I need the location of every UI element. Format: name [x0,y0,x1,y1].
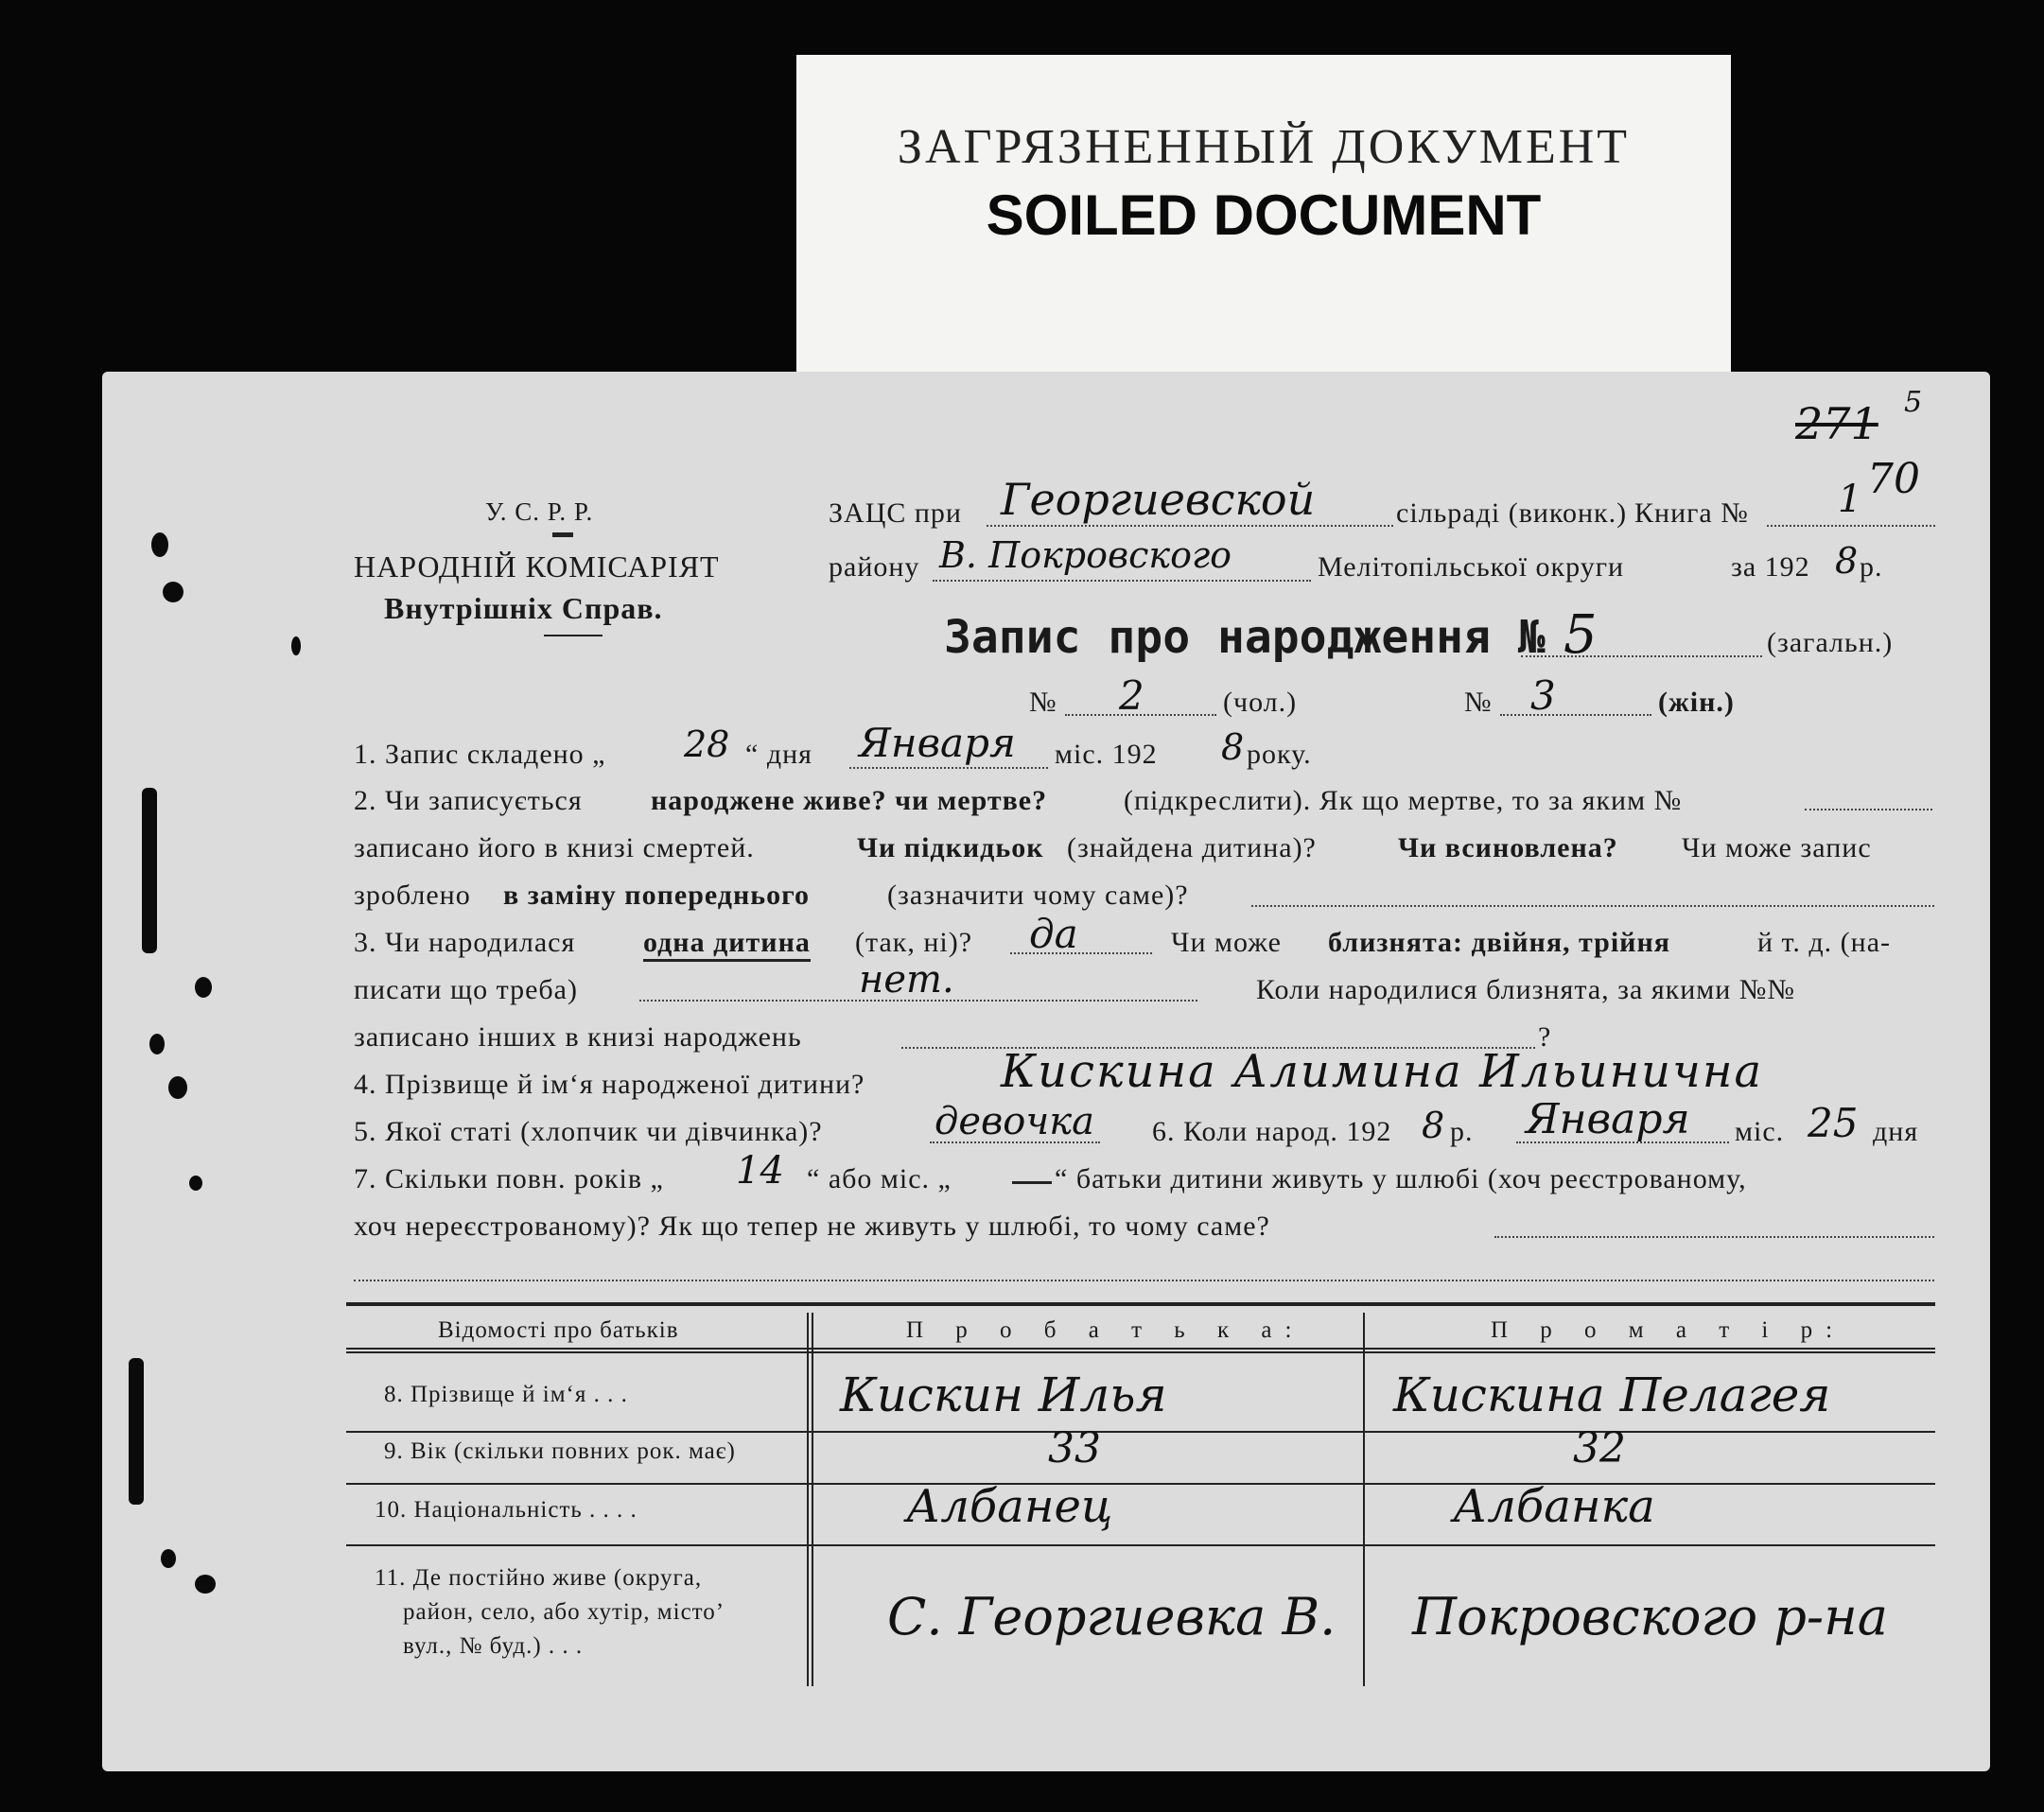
field-3-etc: й т. д. (на- [1757,927,1892,958]
table-head-father: П р о б а т ь к а: [906,1317,1305,1343]
field-3-one-child: одна дитина [643,927,811,962]
field-3-yes-no: (так, ні)? [855,927,973,958]
field-6-month-label: міс. [1735,1116,1785,1147]
twins-handwritten: нет. [859,958,954,1002]
row-9-label: 9. Вік (скільки повних рок. має) [384,1438,736,1464]
district-suffix: Мелітопільської округи [1318,551,1625,583]
field-7-married: “ батьки дитини живуть у шлюбі (хоч реєстрованому, [1055,1163,1747,1194]
punch-hole [149,1034,165,1054]
single-child-handwritten: да [1029,911,1078,957]
label-russian: ЗАГРЯЗНЕННЫЙ ДОКУМЕНТ [897,120,1631,174]
corner-number-5: 5 [1904,386,1923,419]
punch-hole [291,636,301,655]
divider [544,635,603,636]
male-count-handwritten: 2 [1119,672,1144,719]
table-rule [346,1483,1935,1485]
female-label: (жін.) [1658,687,1735,718]
mother-age-handwritten: 32 [1573,1424,1626,1472]
binding-slot [129,1358,144,1505]
row-11-label-1: 11. Де постійно живе (округа, [375,1565,703,1591]
record-month-handwritten: Января [859,720,1016,766]
table-head-info: Відомості про батьків [438,1317,679,1343]
mother-residence-handwritten: Покровского р-на [1412,1587,1888,1646]
record-year-handwritten: 8 [1221,726,1245,768]
field-2-line2: записано його в книзі смертей. [354,832,755,863]
zags-suffix: сільраді (виконк.) [1396,497,1628,529]
punch-hole [163,582,183,602]
fill-line [639,1000,1197,1002]
field-7-label: 7. Скільки повн. років „ [354,1163,664,1194]
punch-hole [161,1549,176,1568]
child-sex-handwritten: девочка [935,1100,1095,1143]
field-3-label: 3. Чи народилася [354,927,576,958]
ministry-label: Внутрішніх Справ. [384,591,663,625]
field-2-alive-dead: народжене живе? чи мертве? [651,785,1048,816]
table-rule [346,1348,1935,1350]
birth-month-handwritten: Января [1526,1095,1690,1143]
punch-hole [189,1176,202,1191]
fill-line [1494,1236,1934,1238]
field-7-line2: хоч нереєстрованому)? Як що тепер не живуть у шлюбі, то чому саме? [354,1211,1270,1242]
table-col-rule [1363,1313,1365,1686]
fill-line [1065,714,1216,716]
field-7-months-label: “ або міс. „ [807,1163,952,1194]
table-col-rule [807,1313,809,1686]
birth-year-handwritten: 8 [1422,1105,1445,1146]
mother-name-handwritten: Кискина Пелагея [1393,1368,1831,1422]
record-number-handwritten: 5 [1564,604,1598,666]
corner-number-70: 70 [1867,455,1920,503]
table-rule [346,1431,1935,1433]
row-8-label: 8. Прізвище й ім‘я . . . [384,1382,628,1407]
fill-line [933,580,1311,582]
father-name-handwritten: Кискин Илья [840,1368,1167,1422]
field-3-question-mark: ? [1538,1021,1552,1053]
row-10-label: 10. Національність . . . . [375,1497,638,1523]
field-4-label: 4. Прізвище й ім‘я народженої дитини? [354,1069,865,1100]
row-11-label-3: вул., № буд.) . . . [403,1633,584,1659]
table-head-mother: П р о м а т і р: [1491,1317,1846,1343]
field-2-found-child: (знайдена дитина)? [1067,832,1317,863]
table-top-rule [346,1302,1935,1306]
label-english: SOILED DOCUMENT [986,183,1542,247]
fill-line [930,1141,1100,1143]
general-label: (загальн.) [1767,627,1894,658]
commissariat-label: НАРОДНІЙ КОМІСАРІЯТ [354,549,720,584]
fill-line [1767,525,1935,527]
field-2-reason: (зазначити чому саме)? [887,880,1189,911]
fill-line [1010,952,1152,954]
child-name-handwritten: Кискина Алимина Ильинична [1001,1045,1764,1098]
record-title: Запис про народження № [944,611,1546,664]
field-2-death-question: (підкреслити). Як що мертве, то за яким № [1124,785,1683,816]
fill-line [354,1280,1934,1281]
punch-hole [195,1575,216,1594]
table-rule [346,1544,1935,1546]
male-number-sign: № [1029,687,1057,718]
field-1-label: 1. Запис складено „ [354,739,606,770]
field-1-year-label: року. [1247,739,1312,770]
fill-line [1805,809,1932,810]
field-6-label: 6. Коли народ. 192 [1152,1116,1392,1147]
fill-line [987,525,1393,527]
marriage-years-handwritten: 14 [736,1149,784,1193]
fill-line [1251,905,1934,907]
female-count-handwritten: 3 [1530,672,1556,719]
birth-day-handwritten: 25 [1808,1100,1859,1146]
field-2-line3: зроблено [354,880,471,911]
book-label: Книга № [1634,497,1749,529]
male-label: (чол.) [1223,687,1298,718]
district-prefix: району [829,551,920,583]
binding-slot [142,788,157,953]
book-handwritten: 1 [1838,478,1862,521]
field-6-year-suffix: р. [1450,1116,1474,1147]
birth-record-form [102,372,1990,1771]
year-suffix: р. [1860,551,1883,583]
row-11-label-2: район, село, або хутір, місто’ [403,1599,725,1625]
field-2-replacement-q: Чи може запис [1682,832,1872,863]
field-2-adopted: Чи всиновлена? [1398,832,1618,863]
table-col-rule [812,1313,813,1686]
field-3-line3: записано інших в книзі народжень [354,1021,802,1053]
zags-handwritten: Георгиевской [1001,474,1316,525]
father-nationality-handwritten: Албанец [906,1480,1113,1533]
father-residence-handwritten: С. Георгиевка В. [887,1587,1336,1646]
field-1-day-label: “ дня [745,739,812,770]
field-3-twin-numbers: Коли народилися близнята, за якими №№ [1256,974,1796,1005]
punch-hole [195,977,212,998]
record-day-handwritten: 28 [684,723,730,765]
punch-hole [151,532,168,557]
field-3-may-be: Чи може [1171,927,1282,958]
corner-number-struck: 271 [1795,398,1878,449]
district-handwritten: В. Покровского [939,534,1232,576]
soiled-document-label [796,55,1731,376]
field-3-line2: писати що треба) [354,974,578,1005]
punch-hole [168,1076,187,1099]
female-number-sign: № [1464,687,1493,718]
fill-line [1516,1141,1729,1143]
year-handwritten: 8 [1835,540,1859,582]
field-1-month-label: міс. 192 [1055,739,1158,770]
mother-nationality-handwritten: Албанка [1453,1480,1655,1533]
field-5-label: 5. Якої статі (хлопчик чи дівчинка)? [354,1116,823,1147]
field-2-label: 2. Чи записується [354,785,583,816]
field-2-foundling: Чи підкидьок [857,832,1044,863]
field-6-day-label: дня [1873,1116,1919,1147]
fill-line [1521,655,1762,657]
fill-line [1500,714,1651,716]
field-3-twins: близнята: двійня, трійня [1328,927,1670,958]
father-age-handwritten: 33 [1048,1424,1101,1472]
zags-prefix: ЗАЦС при [829,497,962,529]
ussr-label: У. С. Р. Р. [485,497,594,526]
table-rule [346,1351,1935,1353]
divider [552,532,573,537]
year-prefix: за 192 [1731,551,1810,583]
fill-line [849,767,1048,769]
dash [1012,1181,1052,1184]
field-2-replacement: в заміну попереднього [503,880,811,911]
